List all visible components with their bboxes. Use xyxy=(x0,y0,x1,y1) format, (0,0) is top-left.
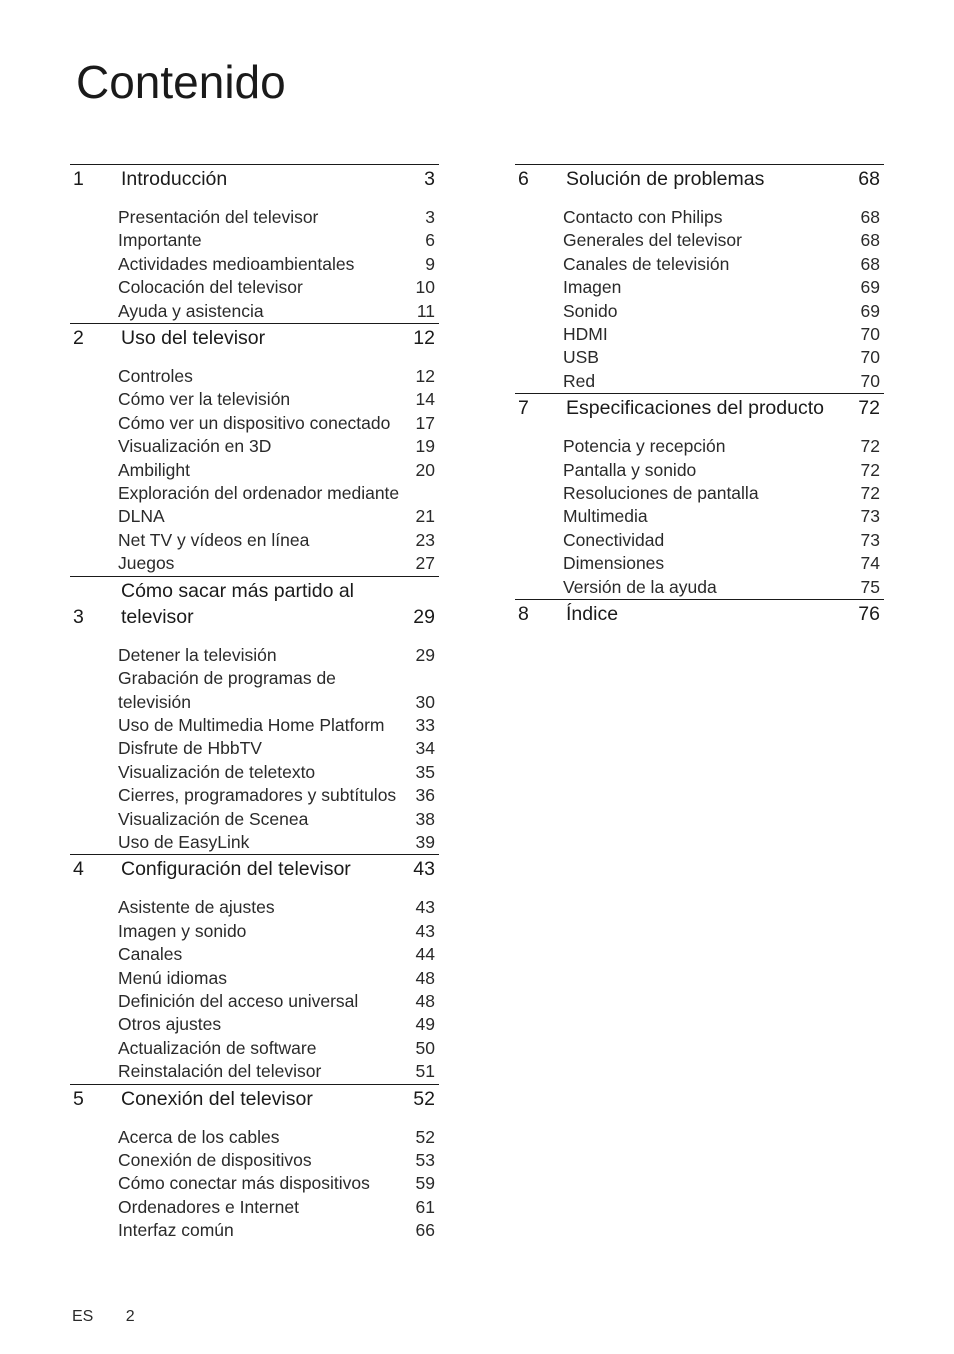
toc-chapter xyxy=(515,393,884,599)
entry-title: Potencia y recepción xyxy=(563,436,726,457)
entry-title: Menú idiomas xyxy=(118,967,227,988)
chapter-heading[interactable] xyxy=(515,394,884,421)
chapter-number: 6 xyxy=(518,168,529,190)
entry-page: 3 xyxy=(425,207,435,227)
entry-page: 59 xyxy=(415,1173,435,1194)
toc-entry[interactable] xyxy=(118,229,439,252)
chapter-title: Conexión del televisor xyxy=(121,1087,313,1110)
toc-entry[interactable] xyxy=(563,206,884,229)
toc-entry[interactable] xyxy=(563,482,884,505)
entry-title: Multimedia xyxy=(563,506,648,527)
toc-entry[interactable] xyxy=(563,576,884,599)
chapter-title: Índice xyxy=(566,603,619,626)
entry-title: Acerca de los cables xyxy=(118,1126,280,1147)
entry-page: 35 xyxy=(415,761,435,782)
toc-entry[interactable] xyxy=(563,346,884,369)
chapter-page: 12 xyxy=(413,327,435,350)
entry-page: 51 xyxy=(415,1061,435,1082)
toc-chapter xyxy=(70,323,439,576)
entry-page: 74 xyxy=(860,553,880,574)
entry-title: Canales xyxy=(118,944,183,965)
toc-entry[interactable] xyxy=(118,1172,439,1195)
chapter-number: 4 xyxy=(73,858,84,881)
toc-chapter xyxy=(70,854,439,1083)
entry-page: 61 xyxy=(415,1196,435,1217)
entry-page: 17 xyxy=(415,412,435,433)
chapter-heading[interactable] xyxy=(515,600,884,627)
toc-entry[interactable] xyxy=(118,388,439,411)
entry-page: 23 xyxy=(415,529,435,550)
chapter-entries xyxy=(70,1112,439,1243)
entry-title: Conexión de dispositivos xyxy=(118,1150,312,1170)
footer-language: ES xyxy=(72,1308,94,1325)
toc-entry[interactable] xyxy=(118,920,439,943)
entry-title: Versión de la ayuda xyxy=(563,576,717,597)
entry-title: Ayuda y asistencia xyxy=(118,300,264,321)
toc-entry[interactable] xyxy=(118,482,439,529)
entry-title: Ordenadores e Internet xyxy=(118,1196,299,1217)
entry-page: 19 xyxy=(415,436,435,457)
entry-page: 27 xyxy=(415,553,435,574)
toc-entry[interactable] xyxy=(118,784,439,807)
entry-title: Actualización de software xyxy=(118,1037,317,1058)
toc-entry[interactable] xyxy=(118,714,439,737)
entry-page: 70 xyxy=(860,347,880,368)
entry-title: Interfaz común xyxy=(118,1220,234,1241)
entry-page: 10 xyxy=(415,277,435,298)
entry-page: 68 xyxy=(860,230,880,251)
toc-entry[interactable] xyxy=(118,896,439,919)
toc-entry[interactable] xyxy=(118,967,439,990)
toc-entry[interactable] xyxy=(118,990,439,1013)
entry-title: Conectividad xyxy=(563,529,665,550)
toc-entry[interactable] xyxy=(118,529,439,552)
entry-title: Contacto con Philips xyxy=(563,207,723,227)
entry-title: Detener la televisión xyxy=(118,644,277,665)
entry-title: Presentación del televisor xyxy=(118,207,319,227)
entry-title: Imagen xyxy=(563,277,622,298)
toc-entry[interactable] xyxy=(118,1149,439,1172)
entry-title: Asistente de ajustes xyxy=(118,897,275,918)
entry-page: 53 xyxy=(415,1150,435,1170)
entry-page: 30 xyxy=(415,691,435,712)
entry-page: 72 xyxy=(860,459,880,480)
toc-chapter xyxy=(70,1084,439,1243)
entry-page: 68 xyxy=(860,207,880,227)
chapter-entries xyxy=(70,351,439,576)
entry-page: 20 xyxy=(415,459,435,480)
footer-page-number: 2 xyxy=(125,1308,135,1325)
chapter-title: Especificaciones del producto xyxy=(566,397,824,420)
toc-entry[interactable] xyxy=(118,365,439,388)
entry-title: Visualización de Scenea xyxy=(118,808,309,829)
entry-title: Actividades medioambientales xyxy=(118,253,355,274)
toc-entry[interactable] xyxy=(118,761,439,784)
entry-page: 73 xyxy=(860,506,880,527)
entry-title: Cómo conectar más dispositivos xyxy=(118,1173,370,1194)
page-title: Contenido xyxy=(76,56,286,108)
entry-page: 11 xyxy=(416,300,435,321)
entry-title: Dimensiones xyxy=(563,553,665,574)
entry-page: 29 xyxy=(415,644,435,665)
toc-entry[interactable] xyxy=(563,253,884,276)
entry-page: 52 xyxy=(415,1126,435,1147)
entry-page: 69 xyxy=(860,300,880,321)
entry-page: 6 xyxy=(425,230,435,251)
toc-chapter xyxy=(515,164,884,393)
chapter-title: Configuración del televisor xyxy=(121,858,351,881)
entry-page: 21 xyxy=(415,506,435,527)
chapter-title: Introducción xyxy=(121,168,228,190)
toc-entry[interactable] xyxy=(118,1196,439,1219)
chapter-heading[interactable] xyxy=(70,165,439,192)
entry-title: Grabación de programas de televisión xyxy=(118,668,336,712)
entry-page: 36 xyxy=(415,785,435,806)
entry-page: 48 xyxy=(415,967,435,988)
entry-title: Otros ajustes xyxy=(118,1014,222,1035)
entry-title: Visualización de teletexto xyxy=(118,761,316,782)
entry-page: 70 xyxy=(860,370,880,391)
entry-page: 12 xyxy=(415,366,435,387)
toc-chapter xyxy=(70,576,439,855)
toc-entry[interactable] xyxy=(563,505,884,528)
toc-entry[interactable] xyxy=(563,300,884,323)
toc-chapter xyxy=(70,164,439,323)
chapter-number: 5 xyxy=(73,1087,84,1110)
toc-entry[interactable] xyxy=(563,459,884,482)
entry-page: 50 xyxy=(415,1037,435,1058)
entry-title: Visualización en 3D xyxy=(118,436,272,457)
entry-title: Red xyxy=(563,370,596,391)
chapter-number: 7 xyxy=(518,397,529,420)
entry-page: 48 xyxy=(415,990,435,1011)
toc-entry[interactable] xyxy=(563,323,884,346)
toc-entry[interactable] xyxy=(118,435,439,458)
entry-page: 49 xyxy=(415,1014,435,1035)
toc-entry[interactable] xyxy=(563,276,884,299)
toc-left-column xyxy=(70,164,439,1243)
toc-entry[interactable] xyxy=(118,1126,439,1149)
chapter-entries xyxy=(515,192,884,393)
toc-entry[interactable] xyxy=(118,667,439,714)
toc-entry[interactable] xyxy=(563,529,884,552)
toc-entry[interactable] xyxy=(118,1037,439,1060)
chapter-heading[interactable] xyxy=(70,577,439,630)
entry-title: Resoluciones de pantalla xyxy=(563,483,759,504)
entry-title: Net TV y vídeos en línea xyxy=(118,529,310,550)
entry-page: 14 xyxy=(415,389,435,410)
chapter-entries xyxy=(70,192,439,323)
toc-entry[interactable] xyxy=(118,1219,439,1242)
toc-entry[interactable] xyxy=(118,808,439,831)
entry-page: 34 xyxy=(415,738,435,759)
chapter-number: 8 xyxy=(518,603,529,626)
chapter-heading[interactable] xyxy=(70,1085,439,1112)
chapter-number: 3 xyxy=(73,605,84,628)
entry-page: 66 xyxy=(415,1220,435,1241)
entry-title: Imagen y sonido xyxy=(118,920,247,941)
chapter-page: 3 xyxy=(424,168,435,190)
entry-title: Cierres, programadores y subtítulos xyxy=(118,785,397,806)
toc-entry[interactable] xyxy=(118,943,439,966)
entry-page: 72 xyxy=(860,483,880,504)
toc-entry[interactable] xyxy=(118,412,439,435)
toc-entry[interactable] xyxy=(118,206,439,229)
entry-page: 72 xyxy=(860,436,880,457)
toc-entry[interactable] xyxy=(118,459,439,482)
entry-page: 69 xyxy=(860,277,880,298)
entry-title: Colocación del televisor xyxy=(118,277,303,298)
toc-entry[interactable] xyxy=(563,552,884,575)
chapter-heading[interactable] xyxy=(70,855,439,882)
entry-title: USB xyxy=(563,347,599,368)
toc-entry[interactable] xyxy=(118,831,439,854)
chapter-title: Uso del televisor xyxy=(121,327,266,350)
toc-entry[interactable] xyxy=(118,552,439,575)
chapter-page: 29 xyxy=(413,605,435,628)
chapter-heading[interactable] xyxy=(515,165,884,192)
toc-entry[interactable] xyxy=(118,1060,439,1083)
chapter-title: Cómo sacar más partido al televisor xyxy=(121,579,355,628)
entry-title: Ambilight xyxy=(118,459,190,480)
entry-page: 73 xyxy=(860,529,880,550)
toc-entry[interactable] xyxy=(118,253,439,276)
toc-entry[interactable] xyxy=(563,435,884,458)
entry-title: HDMI xyxy=(563,324,608,345)
entry-title: Reinstalación del televisor xyxy=(118,1061,322,1082)
chapter-title: Solución de problemas xyxy=(566,168,765,190)
entry-page: 9 xyxy=(425,253,435,274)
toc-entry[interactable] xyxy=(118,276,439,299)
chapter-page: 76 xyxy=(858,603,880,626)
entry-title: Uso de EasyLink xyxy=(118,831,250,852)
chapter-page: 43 xyxy=(413,858,435,881)
entry-title: Cómo ver un dispositivo conectado xyxy=(118,412,391,433)
entry-title: Importante xyxy=(118,230,202,251)
entry-title: Definición del acceso universal xyxy=(118,990,359,1011)
chapter-heading[interactable] xyxy=(70,324,439,351)
toc-right-column xyxy=(515,164,884,627)
chapter-entries xyxy=(70,882,439,1083)
entry-page: 38 xyxy=(415,808,435,829)
chapter-number: 2 xyxy=(73,327,84,350)
entry-page: 39 xyxy=(415,831,435,852)
toc-entry[interactable] xyxy=(118,737,439,760)
toc-entry[interactable] xyxy=(118,1013,439,1036)
toc-entry[interactable] xyxy=(563,229,884,252)
entry-title: Juegos xyxy=(118,553,175,574)
entry-page: 70 xyxy=(860,324,880,345)
chapter-page: 52 xyxy=(413,1087,435,1110)
entry-title: Controles xyxy=(118,366,193,387)
entry-page: 44 xyxy=(415,944,435,965)
toc-entry[interactable] xyxy=(118,300,439,323)
entry-title: Pantalla y sonido xyxy=(563,459,697,480)
entry-title: Sonido xyxy=(563,300,618,321)
page-footer xyxy=(72,1308,135,1326)
chapter-entries xyxy=(70,630,439,855)
chapter-number: 1 xyxy=(73,168,84,190)
toc-entry[interactable] xyxy=(118,644,439,667)
chapter-page: 68 xyxy=(858,168,880,190)
entry-title: Cómo ver la televisión xyxy=(118,389,291,410)
entry-page: 43 xyxy=(415,897,435,918)
entry-page: 43 xyxy=(415,920,435,941)
entry-page: 75 xyxy=(860,576,880,597)
entry-title: Uso de Multimedia Home Platform xyxy=(118,714,385,735)
toc-entry[interactable] xyxy=(563,370,884,393)
entry-page: 33 xyxy=(415,714,435,735)
entry-title: Canales de televisión xyxy=(563,253,730,274)
toc-chapter xyxy=(515,599,884,627)
entry-title: Exploración del ordenador mediante DLNA xyxy=(118,483,400,527)
chapter-entries xyxy=(515,421,884,599)
entry-title: Generales del televisor xyxy=(563,230,742,251)
chapter-page: 72 xyxy=(858,397,880,420)
entry-title: Disfrute de HbbTV xyxy=(118,738,262,759)
entry-page: 68 xyxy=(860,253,880,274)
